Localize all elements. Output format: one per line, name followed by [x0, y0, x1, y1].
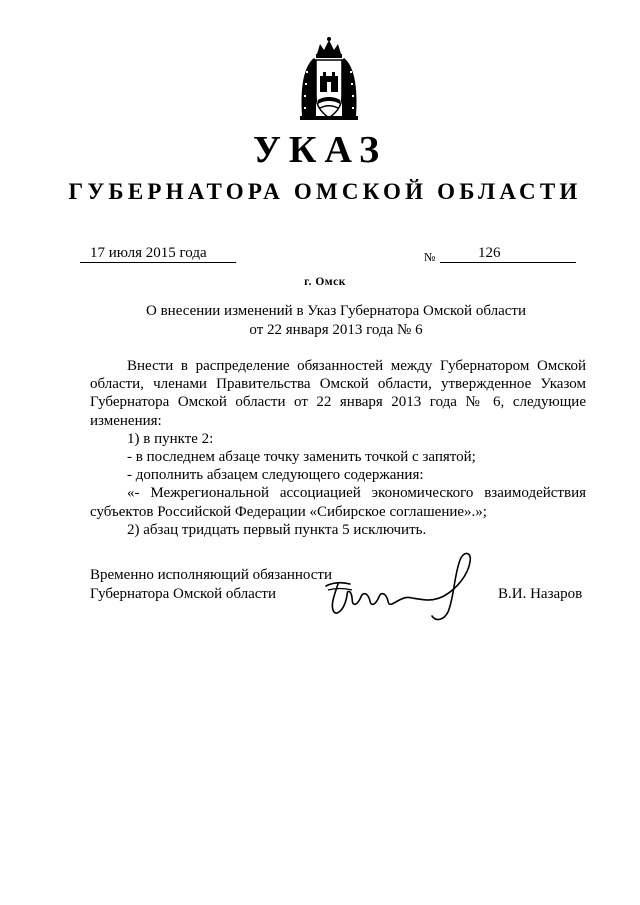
- number-sign: №: [424, 250, 436, 264]
- body-item-1-quote: «- Межрегиональной ассоциацией экономического взаимодействия субъектов Российской Федерации «Сибирское соглашение».»;: [90, 485, 586, 520]
- signatory-position-line-1: Временно исполняющий обязанности: [90, 567, 333, 583]
- body-item-1: 1) в пункте 2:: [127, 430, 214, 447]
- signatory-name: В.И. Назаров: [498, 586, 583, 602]
- document-title: УКАЗ: [253, 129, 387, 171]
- document-subject: [0, 302, 640, 340]
- body-intro-paragraph: Внести в распределение обязанностей между Губернатором Омской области, членами Правительства Омской области, утвержденное Указом Губернатора Омской области от 22 января 2013 года № 6, следующие изменения:: [90, 358, 586, 429]
- subject-line-2: от 22 января 2013 года № 6: [249, 322, 423, 338]
- document-body: [90, 357, 586, 539]
- signatory-position-line-2: Губернатора Омской области: [90, 586, 276, 602]
- city-label: г. Омск: [304, 276, 346, 288]
- handwritten-signature: [320, 546, 500, 626]
- document-subtitle: ГУБЕРНАТОРА ОМСКОЙ ОБЛАСТИ: [68, 179, 582, 204]
- coat-of-arms-icon: [296, 36, 362, 122]
- subject-line-1: О внесении изменений в Указ Губернатора Омской области: [146, 303, 526, 319]
- body-item-1-b: - дополнить абзацем следующего содержания:: [127, 467, 424, 484]
- body-item-1-a: - в последнем абзаце точку заменить точкой с запятой;: [127, 449, 476, 466]
- body-item-2: 2) абзац тридцать первый пункта 5 исключить.: [127, 521, 427, 538]
- document-number: 126: [440, 244, 576, 263]
- signatory-position: [90, 566, 332, 604]
- document-date: 17 июля 2015 года: [80, 244, 236, 263]
